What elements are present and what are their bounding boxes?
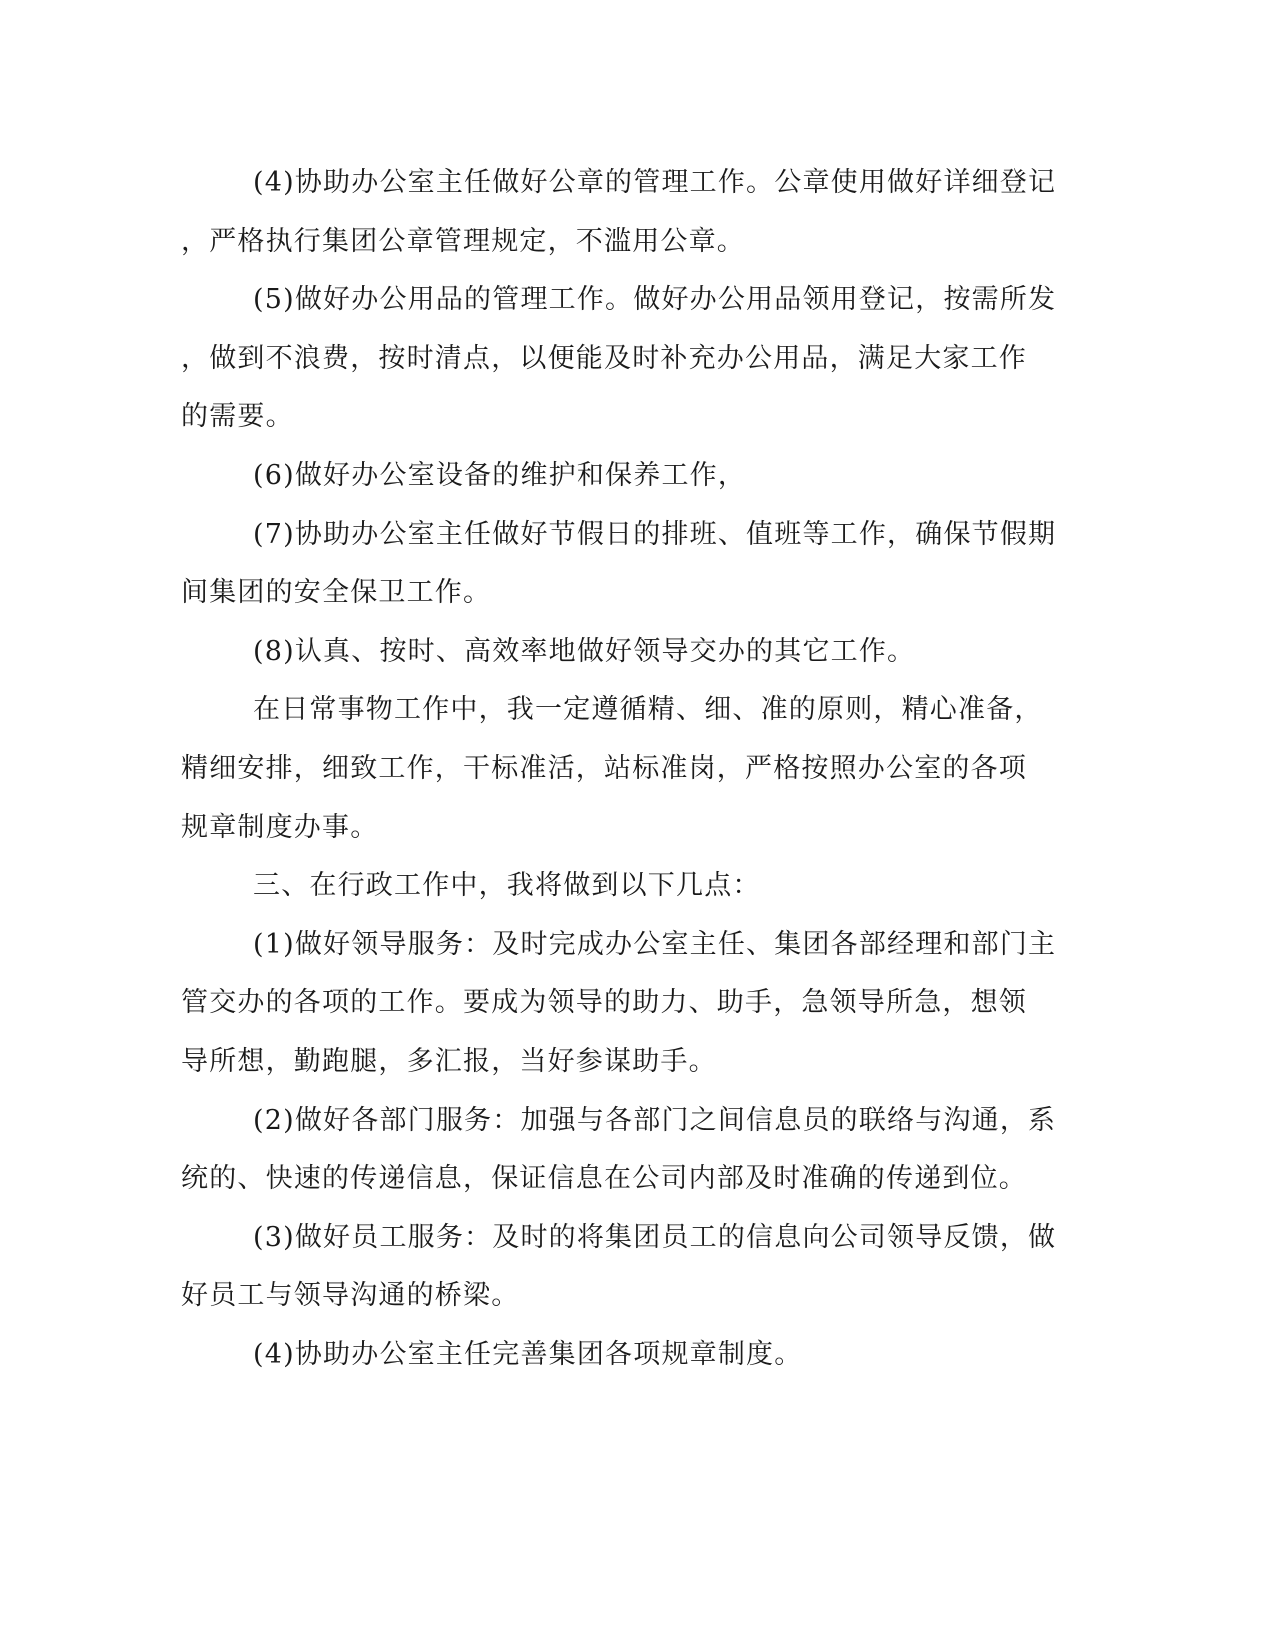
text-line: (1)做好领导服务：及时完成办公室主任、集团各部经理和部门主 — [253, 928, 1057, 960]
text-line: ，严格执行集团公章管理规定，不滥用公章。 — [181, 225, 745, 257]
paragraph — [181, 916, 1057, 1092]
text-line: 三、在行政工作中，我将做到以下几点： — [253, 870, 761, 902]
text-line: 导所想，勤跑腿，多汇报，当好参谋助手。 — [181, 1045, 717, 1077]
paragraph — [181, 154, 1057, 271]
text-line: (4)协助办公室主任做好公章的管理工作。公章使用做好详细登记 — [253, 167, 1057, 198]
text-line: (2)做好各部门服务：加强与各部门之间信息员的联络与沟通，系 — [253, 1104, 1057, 1136]
text-line: 精细安排，细致工作，干标准活，站标准岗，严格按照办公室的各项 — [181, 752, 1027, 784]
paragraph — [181, 1209, 1057, 1326]
text-line: ，做到不浪费，按时清点，以便能及时补充办公用品，满足大家工作 — [181, 342, 1027, 374]
paragraph — [181, 857, 1051, 916]
text-line: (7)协助办公室主任做好节假日的排班、值班等工作，确保节假期 — [253, 518, 1057, 550]
text-line: 在日常事物工作中，我一定遵循精、细、准的原则，精心准备， — [253, 694, 1043, 726]
paragraph — [181, 681, 1051, 857]
paragraph — [181, 1092, 1057, 1209]
paragraph — [181, 623, 1051, 682]
text-line: 的需要。 — [181, 401, 294, 433]
paragraph — [181, 271, 1057, 447]
text-line: 统的、快速的传递信息，保证信息在公司内部及时准确的传递到位。 — [181, 1163, 1027, 1195]
paragraph — [181, 1326, 1051, 1385]
text-line: (3)做好员工服务：及时的将集团员工的信息向公司领导反馈，做 — [253, 1221, 1057, 1253]
text-line: 规章制度办事。 — [181, 811, 379, 843]
text-line: 间集团的安全保卫工作。 — [181, 577, 492, 609]
text-line: (8)认真、按时、高效率地做好领导交办的其它工作。 — [253, 635, 916, 667]
text-line: 好员工与领导沟通的桥梁。 — [181, 1280, 520, 1312]
text-line: 管交办的各项的工作。要成为领导的助力、助手，急领导所急，想领 — [181, 987, 1027, 1019]
text-line: (4)协助办公室主任完善集团各项规章制度。 — [253, 1338, 803, 1370]
document-body — [181, 154, 1057, 1384]
paragraph — [181, 447, 1051, 506]
paragraph — [181, 506, 1057, 623]
text-line: (6)做好办公室设备的维护和保养工作， — [253, 459, 747, 491]
text-line: (5)做好办公用品的管理工作。做好办公用品领用登记，按需所发 — [253, 284, 1057, 316]
